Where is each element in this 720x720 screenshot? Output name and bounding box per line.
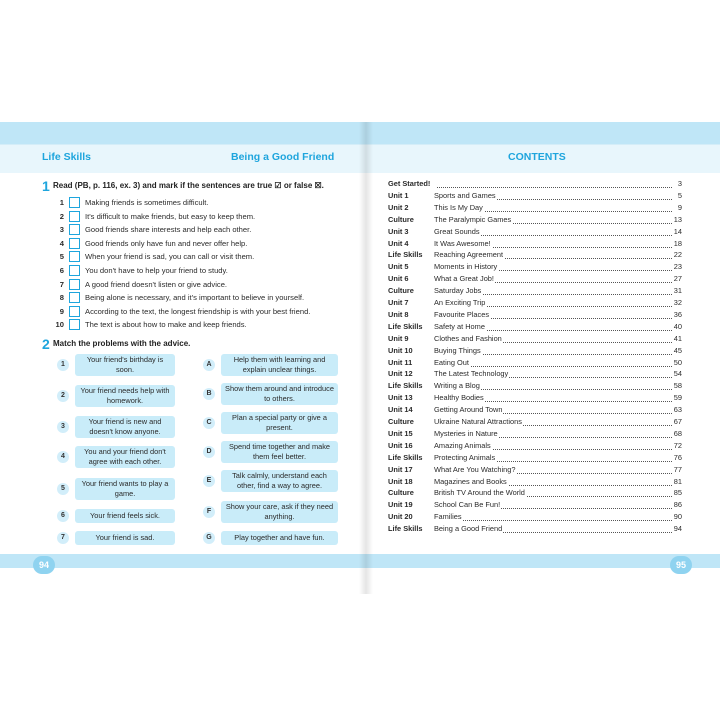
toc-page-number: 77 <box>673 464 682 474</box>
advice-box: Show your care, ask if they need anything. <box>221 501 338 523</box>
toc-row[interactable] <box>388 191 682 203</box>
answer-checkbox[interactable] <box>69 238 80 249</box>
toc-unit-label: Life Skills <box>388 321 423 331</box>
toc-page-number: 86 <box>673 500 682 510</box>
toc-unit-label: Unit 3 <box>388 226 409 236</box>
toc-page-number: 36 <box>673 309 682 319</box>
exercise-2-number: 2 <box>42 336 50 352</box>
toc-unit-label: Culture <box>388 214 414 224</box>
toc-unit-label: Culture <box>388 417 414 426</box>
toc-unit-label: Unit 9 <box>388 333 409 343</box>
toc-title: Great Sounds <box>434 226 480 236</box>
toc-unit-label: Life Skills <box>388 381 423 391</box>
problem-box: Your friend wants to play a game. <box>75 478 175 500</box>
toc-row[interactable] <box>388 393 682 405</box>
toc-unit-label: Life Skills <box>388 524 423 534</box>
toc-unit-label: Unit 17 <box>388 464 413 474</box>
exercise-1-number: 1 <box>42 178 50 194</box>
page-number-right: 95 <box>670 556 692 574</box>
toc-unit-label: Unit 6 <box>388 274 409 284</box>
problem-number: 7 <box>57 532 69 544</box>
item-number: 8 <box>59 293 64 303</box>
item-number: 6 <box>59 266 64 275</box>
advice-letter: G <box>203 532 215 544</box>
toc-title: It Was Awesome! <box>434 238 491 248</box>
toc-page-number: 63 <box>673 405 682 415</box>
toc-title: British TV Around the World <box>434 488 525 498</box>
advice-letter: C <box>203 417 215 429</box>
toc-page-number: 76 <box>673 452 682 462</box>
toc-leader <box>434 520 672 521</box>
problem-box: Your friend is new and doesn't know anyone. <box>75 416 175 438</box>
toc-unit-label: Culture <box>388 488 414 498</box>
toc-row[interactable] <box>388 179 682 191</box>
toc-title: Clothes and Fashion <box>434 333 502 343</box>
toc-row[interactable] <box>388 227 682 239</box>
advice-box: Plan a special party or give a present. <box>221 412 338 434</box>
answer-checkbox[interactable] <box>69 306 80 317</box>
toc-row[interactable] <box>388 286 682 298</box>
answer-checkbox[interactable] <box>69 197 80 208</box>
toc-unit-label: Unit 16 <box>388 440 413 450</box>
toc-row[interactable] <box>388 310 682 322</box>
toc-title: Amazing Animals <box>434 440 491 450</box>
advice-box: Show them around and introduce to others. <box>221 383 338 405</box>
advice-box: Spend time together and make them feel better. <box>221 441 338 463</box>
toc-row[interactable] <box>388 477 682 489</box>
toc-page-number: 67 <box>673 417 682 426</box>
toc-unit-label: Unit 15 <box>388 428 413 438</box>
toc-page-number: 9 <box>677 202 682 212</box>
toc-unit-label: Unit 12 <box>388 369 413 379</box>
bottom-band-right <box>366 554 720 568</box>
left-page <box>0 122 366 594</box>
advice-letter: A <box>203 359 215 371</box>
toc-page-number: 41 <box>673 333 682 343</box>
toc-page-number: 68 <box>673 428 682 438</box>
problem-box: Your friend feels sick. <box>75 509 175 523</box>
problem-number: 3 <box>57 421 69 433</box>
toc-unit-label: Unit 11 <box>388 357 413 367</box>
toc-title: What Are You Watching? <box>434 464 516 474</box>
advice-letter: F <box>203 506 215 518</box>
toc-page-number: 5 <box>677 190 682 200</box>
item-number: 5 <box>59 252 64 262</box>
toc-title: Getting Around Town <box>434 405 503 415</box>
problem-box: Your friend is sad. <box>75 531 175 545</box>
advice-letter: B <box>203 388 215 400</box>
item-text: You don't have to help your friend to study. <box>85 266 228 275</box>
item-number: 1 <box>59 198 64 207</box>
item-text: Being alone is necessary, and it's important to believe in yourself. <box>85 293 305 303</box>
toc-row[interactable] <box>388 524 682 536</box>
toc-row[interactable] <box>388 346 682 358</box>
item-number: 10 <box>55 320 64 330</box>
toc-page-number: 18 <box>673 238 682 248</box>
book-gutter <box>359 122 373 594</box>
toc-title: This Is My Day <box>434 202 483 212</box>
toc-row[interactable] <box>388 488 682 500</box>
toc-row[interactable] <box>388 334 682 346</box>
toc-unit-label: Unit 7 <box>388 298 409 307</box>
item-text: Good friends only have fun and never offer help. <box>85 238 248 248</box>
toc-unit-label: Get Started! <box>388 179 431 188</box>
toc-unit-label: Unit 4 <box>388 238 409 248</box>
answer-checkbox[interactable] <box>69 265 80 276</box>
toc-title: Families <box>434 512 462 522</box>
answer-checkbox[interactable] <box>69 211 80 222</box>
toc-title: Protecting Animals <box>434 452 496 462</box>
contents-title: CONTENTS <box>508 151 566 163</box>
toc-row[interactable] <box>388 381 682 393</box>
item-number: 4 <box>59 238 64 248</box>
advice-box: Talk calmly, understand each other, find a way to agree. <box>221 470 338 492</box>
toc-unit-label: Unit 13 <box>388 393 413 403</box>
toc-unit-label: Unit 18 <box>388 476 413 486</box>
toc-unit-label: Unit 20 <box>388 512 413 522</box>
toc-title: Ukraine Natural Attractions <box>434 417 522 426</box>
book-spread <box>0 122 720 594</box>
toc-unit-label: Culture <box>388 286 414 296</box>
toc-page-number: 32 <box>673 298 682 307</box>
problem-number: 2 <box>57 390 69 402</box>
toc-page-number: 40 <box>673 321 682 331</box>
answer-checkbox[interactable] <box>69 319 80 330</box>
toc-row[interactable] <box>388 512 682 524</box>
toc-page-number: 50 <box>673 357 682 367</box>
toc-row[interactable] <box>388 465 682 477</box>
problem-box: You and your friend don't agree with each other. <box>75 446 175 468</box>
toc-row[interactable] <box>388 239 682 251</box>
toc-title: Safety at Home <box>434 321 485 331</box>
toc-title: Being a Good Friend <box>434 524 503 534</box>
problem-number: 1 <box>57 359 69 371</box>
answer-checkbox[interactable] <box>69 292 80 303</box>
toc-page-number: 54 <box>673 369 682 379</box>
toc-row[interactable] <box>388 298 682 310</box>
exercise-2-instruction: Match the problems with the advice. <box>53 339 191 348</box>
toc-unit-label: Life Skills <box>388 250 423 260</box>
advice-box: Help them with learning and explain unclear things. <box>221 354 338 376</box>
toc-row[interactable] <box>388 405 682 417</box>
toc-title: What a Great Job! <box>434 274 494 284</box>
toc-row[interactable] <box>388 215 682 227</box>
toc-page-number: 27 <box>673 274 682 284</box>
answer-checkbox[interactable] <box>69 279 80 290</box>
item-number: 3 <box>59 225 64 235</box>
page-title: Being a Good Friend <box>231 151 335 163</box>
toc-page-number: 31 <box>673 286 682 296</box>
toc-page-number: 23 <box>673 262 682 272</box>
toc-row[interactable] <box>388 203 682 215</box>
toc-page-number: 3 <box>677 179 682 188</box>
toc-title: Reaching Agreement <box>434 250 504 260</box>
toc-title: Writing a Blog <box>434 381 480 391</box>
toc-page-number: 94 <box>673 524 682 534</box>
toc-title: Magazines and Books <box>434 476 507 486</box>
toc-unit-label: Unit 10 <box>388 345 413 355</box>
top-band <box>0 122 366 144</box>
toc-row[interactable] <box>388 453 682 465</box>
problem-box: Your friend's birthday is soon. <box>75 354 175 376</box>
toc-title: Mysteries in Nature <box>434 428 498 438</box>
item-number: 2 <box>59 211 64 221</box>
toc-row[interactable] <box>388 417 682 429</box>
toc-page-number: 58 <box>673 381 682 391</box>
toc-title: The Latest Technology <box>434 369 509 379</box>
answer-checkbox[interactable] <box>69 251 80 262</box>
problem-box: Your friend needs help with homework. <box>75 385 175 407</box>
toc-page-number: 45 <box>673 345 682 355</box>
toc-row[interactable] <box>388 274 682 286</box>
toc-unit-label: Unit 14 <box>388 405 413 415</box>
item-number: 7 <box>59 279 64 289</box>
toc-unit-label: Unit 8 <box>388 309 409 319</box>
toc-title: Buying Things <box>434 345 481 355</box>
toc-row[interactable] <box>388 322 682 334</box>
toc-row[interactable] <box>388 250 682 262</box>
toc-page-number: 72 <box>673 440 682 450</box>
toc-title: The Paralympic Games <box>434 214 512 224</box>
toc-title: An Exciting Trip <box>434 298 486 307</box>
toc-title: Saturday Jobs <box>434 286 482 296</box>
toc-page-number: 59 <box>673 393 682 403</box>
toc-unit-label: Life Skills <box>388 452 423 462</box>
toc-row[interactable] <box>388 441 682 453</box>
page-number-left: 94 <box>33 556 55 574</box>
toc-row[interactable] <box>388 262 682 274</box>
toc-page-number: 90 <box>673 512 682 522</box>
item-text: The text is about how to make and keep friends. <box>85 320 247 330</box>
toc-page-number: 81 <box>673 476 682 486</box>
problem-number: 6 <box>57 510 69 522</box>
toc-title: Moments in History <box>434 262 498 272</box>
item-text: According to the text, the longest friendship is with your best friend. <box>85 306 311 316</box>
item-text: Good friends share interests and help each other. <box>85 225 252 235</box>
toc-page-number: 85 <box>673 488 682 498</box>
problem-number: 5 <box>57 483 69 495</box>
toc-unit-label: Unit 2 <box>388 202 409 212</box>
item-text: When your friend is sad, you can call or visit them. <box>85 252 255 262</box>
toc-row[interactable] <box>388 358 682 370</box>
section-label: Life Skills <box>42 151 92 163</box>
advice-box: Play together and have fun. <box>221 531 338 545</box>
toc-row[interactable] <box>388 500 682 512</box>
toc-page-number: 13 <box>673 214 682 224</box>
advice-letter: D <box>203 446 215 458</box>
toc-row[interactable] <box>388 369 682 381</box>
item-text: Making friends is sometimes difficult. <box>85 198 209 207</box>
item-number: 9 <box>59 306 64 316</box>
toc-title: School Can Be Fun! <box>434 500 501 510</box>
toc-page-number: 14 <box>673 226 682 236</box>
advice-letter: E <box>203 475 215 487</box>
item-text: A good friend doesn't listen or give advice. <box>85 279 228 289</box>
toc-title: Healthy Bodies <box>434 393 484 403</box>
item-text: It's difficult to make friends, but easy to keep them. <box>85 211 256 221</box>
toc-title: Favourite Places <box>434 309 490 319</box>
answer-checkbox[interactable] <box>69 224 80 235</box>
toc-row[interactable] <box>388 429 682 441</box>
exercise-1-instruction: Read (PB, p. 116, ex. 3) and mark if the sentences are true ☑ or false ☒. <box>53 181 324 190</box>
top-band-right <box>366 122 720 144</box>
toc-leader <box>437 187 672 188</box>
toc-unit-label: Unit 19 <box>388 500 413 510</box>
problem-number: 4 <box>57 451 69 463</box>
toc-title: Eating Out <box>434 357 469 367</box>
toc-unit-label: Unit 5 <box>388 262 409 272</box>
toc-unit-label: Unit 1 <box>388 190 409 200</box>
toc-page-number: 22 <box>673 250 682 260</box>
toc-title: Sports and Games <box>434 190 496 200</box>
